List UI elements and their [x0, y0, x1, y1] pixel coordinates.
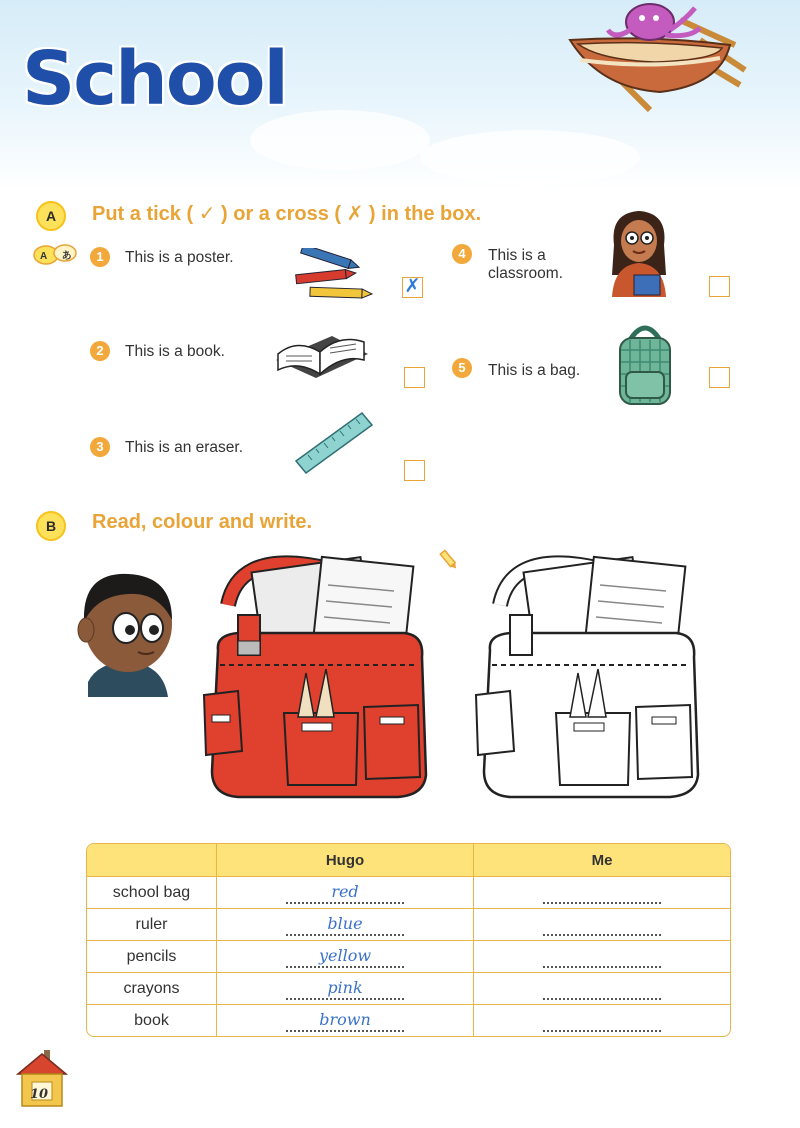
table-header-item: [87, 844, 216, 876]
answer-line: [286, 1010, 404, 1032]
pencil-icon: [439, 548, 459, 572]
item-statement: This is a classroom.: [488, 247, 563, 282]
answer-line: [286, 914, 404, 936]
answer-line: [286, 882, 404, 904]
handwritten-answer: yellow: [318, 945, 372, 965]
page-title: School: [22, 36, 287, 122]
crayons-icon: [292, 248, 374, 306]
item-number: 4: [452, 244, 472, 264]
me-answer-cell[interactable]: [473, 940, 730, 972]
table-row: [87, 940, 730, 972]
item-number: 2: [90, 341, 110, 361]
open-book-icon: [272, 330, 372, 382]
table-header-me: Me: [473, 844, 730, 876]
item-statement: This is a book.: [125, 343, 225, 360]
handwritten-answer: pink: [327, 977, 363, 997]
boat-octopus-illustration: [560, 0, 760, 120]
answer-line[interactable]: [543, 946, 661, 968]
hugo-answer-cell: [216, 908, 473, 940]
handwritten-answer: blue: [327, 913, 363, 933]
hugo-boy-illustration: [68, 562, 178, 697]
me-answer-cell[interactable]: [473, 1004, 730, 1036]
table-row: [87, 972, 730, 1004]
table-row: [87, 1004, 730, 1036]
ruler-icon: [292, 405, 374, 477]
item-number: 5: [452, 358, 472, 378]
table-row: [87, 908, 730, 940]
colour-table: [86, 843, 731, 1037]
page-number: 10: [30, 1087, 49, 1102]
answer-line[interactable]: [543, 978, 661, 1000]
hugo-answer-cell: [216, 1004, 473, 1036]
table-row: [87, 876, 730, 908]
row-item: pencils: [87, 940, 216, 972]
answer-box[interactable]: [404, 460, 425, 481]
handwritten-answer: brown: [319, 1009, 371, 1029]
translation-icon-label: A あ: [40, 251, 78, 262]
answer-mark: ✗: [404, 276, 421, 297]
answer-box[interactable]: [402, 277, 423, 298]
girl-icon: [604, 205, 674, 297]
answer-line[interactable]: [543, 882, 661, 904]
section-a-instruction: Put a tick ( ✓ ) or a cross ( ✗ ) in the box.: [92, 203, 482, 225]
item-statement: This is a bag.: [488, 362, 581, 379]
item-number: 3: [90, 437, 110, 457]
row-item: school bag: [87, 876, 216, 908]
answer-line[interactable]: [543, 1010, 661, 1032]
red-school-bag-illustration: [198, 545, 438, 805]
table-header-hugo: Hugo: [216, 844, 473, 876]
hugo-answer-cell: [216, 940, 473, 972]
answer-line: [286, 978, 404, 1000]
section-a-badge: A: [36, 201, 66, 231]
answer-box[interactable]: [709, 367, 730, 388]
answer-box[interactable]: [709, 276, 730, 297]
me-answer-cell[interactable]: [473, 972, 730, 1004]
answer-line[interactable]: [543, 914, 661, 936]
hugo-answer-cell: [216, 972, 473, 1004]
answer-box[interactable]: [404, 367, 425, 388]
table-header-row: [87, 844, 730, 876]
row-item: book: [87, 1004, 216, 1036]
me-answer-cell[interactable]: [473, 876, 730, 908]
handwritten-answer: red: [331, 881, 359, 901]
item-number: 1: [90, 247, 110, 267]
answer-line: [286, 946, 404, 968]
item-statement: This is a poster.: [125, 249, 234, 266]
me-answer-cell[interactable]: [473, 908, 730, 940]
item-statement: This is an eraser.: [125, 439, 244, 456]
section-b-badge: B: [36, 511, 66, 541]
cloud-decoration: [420, 130, 640, 185]
translation-icon: [32, 244, 80, 266]
row-item: ruler: [87, 908, 216, 940]
blank-school-bag-illustration: [470, 545, 710, 805]
row-item: crayons: [87, 972, 216, 1004]
green-bag-icon: [612, 318, 678, 410]
hugo-answer-cell: [216, 876, 473, 908]
section-b-instruction: Read, colour and write.: [92, 511, 313, 533]
